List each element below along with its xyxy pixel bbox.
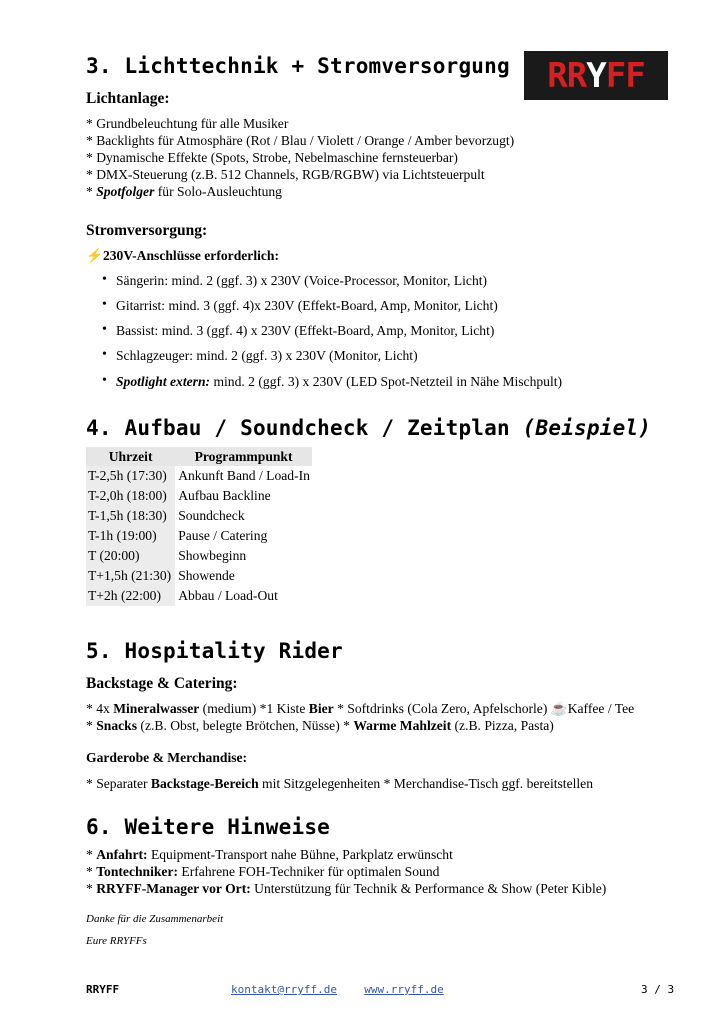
page-number: 3 / 3 bbox=[641, 983, 675, 996]
list-item: • Sängerin: mind. 2 (ggf. 3) x 230V (Voice-Processor, Monitor, Licht) bbox=[116, 273, 487, 289]
footer-brand: RRYFF bbox=[86, 983, 120, 996]
table-row: T-1,5h (18:30) Soundcheck bbox=[86, 506, 312, 526]
section-4-title: 4. Aufbau / Soundcheck / Zeitplan (Beispiel) bbox=[86, 416, 652, 440]
table-row: T-2,5h (17:30) Ankunft Band / Load-In bbox=[86, 466, 312, 486]
catering-line-1: * 4x Mineralwasser (medium) *1 Kiste Bier * Softdrinks (Cola Zero, Apfelschorle) ☕Kaffee / Tee bbox=[86, 701, 635, 716]
hinweise-list bbox=[86, 846, 606, 897]
list-item: * Dynamische Effekte (Spots, Strobe, Nebelmaschine fernsteuerbar) bbox=[86, 150, 458, 165]
list-item: • Spotlight extern: mind. 2 (ggf. 3) x 230V (LED Spot-Netzteil in Nähe Mischpult) bbox=[116, 374, 562, 390]
table-row: T-1h (19:00) Pause / Catering bbox=[86, 526, 312, 546]
list-item: * Spotfolger für Solo-Ausleuchtung bbox=[86, 184, 282, 199]
list-item: * Grundbeleuchtung für alle Musiker bbox=[86, 116, 289, 131]
column-header: Uhrzeit bbox=[86, 447, 175, 466]
lichtanlage-list bbox=[86, 115, 514, 200]
list-item: * DMX-Steuerung (z.B. 512 Channels, RGB/RGBW) via Lichtsteuerpult bbox=[86, 167, 485, 182]
signature: Eure RRYFFs bbox=[86, 935, 147, 947]
lichtanlage-heading: Lichtanlage: bbox=[86, 90, 170, 107]
list-item: * Tontechniker: Erfahrene FOH-Techniker für optimalen Sound bbox=[86, 864, 440, 879]
list-item: * Backlights für Atmosphäre (Rot / Blau / Violett / Orange / Amber bevorzugt) bbox=[86, 133, 515, 148]
strom-subheading: ⚡230V-Anschlüsse erforderlich: bbox=[86, 248, 279, 263]
column-header: Programmpunkt bbox=[175, 447, 312, 466]
website-link[interactable]: www.rryff.de bbox=[364, 983, 444, 996]
section-6-title: 6. Weitere Hinweise bbox=[86, 815, 331, 839]
footer-links bbox=[231, 983, 444, 996]
list-item: • Gitarrist: mind. 3 (ggf. 4)x 230V (Effekt-Board, Amp, Monitor, Licht) bbox=[116, 298, 498, 314]
backstage-catering-heading: Backstage & Catering: bbox=[86, 675, 238, 692]
thanks-note: Danke für die Zusammenarbeit bbox=[86, 913, 224, 925]
coffee-icon: ☕ bbox=[550, 701, 568, 716]
catering-line-2: * Snacks (z.B. Obst, belegte Brötchen, Nüsse) * Warme Mahlzeit (z.B. Pizza, Pasta) bbox=[86, 718, 554, 733]
table-header-row bbox=[86, 447, 312, 466]
rryff-logo: RRYFF bbox=[524, 51, 668, 100]
lightning-icon: ⚡ bbox=[86, 248, 103, 263]
section-5-title: 5. Hospitality Rider bbox=[86, 639, 343, 663]
list-item: • Schlagzeuger: mind. 2 (ggf. 3) x 230V (Monitor, Licht) bbox=[116, 348, 418, 364]
garderobe-heading: Garderobe & Merchandise: bbox=[86, 750, 248, 765]
garderobe-line: * Separater Backstage-Bereich mit Sitzgelegenheiten * Merchandise-Tisch ggf. bereitstellen bbox=[86, 776, 594, 791]
list-item: • Bassist: mind. 3 (ggf. 4) x 230V (Effekt-Board, Amp, Monitor, Licht) bbox=[116, 323, 494, 339]
table-row: T-2,0h (18:00) Aufbau Backline bbox=[86, 486, 312, 506]
stromversorgung-heading: Stromversorgung: bbox=[86, 222, 208, 239]
list-item: * Anfahrt: Equipment-Transport nahe Bühne, Parkplatz erwünscht bbox=[86, 847, 453, 862]
list-item: * RRYFF-Manager vor Ort: Unterstützung für Technik & Performance & Show (Peter Kible) bbox=[86, 881, 607, 896]
table-row: T+1,5h (21:30) Showende bbox=[86, 566, 312, 586]
schedule-table bbox=[86, 447, 312, 606]
table-row: T (20:00) Showbeginn bbox=[86, 546, 312, 566]
section-3-title: 3. Lichttechnik + Stromversorgung bbox=[86, 54, 510, 78]
email-link[interactable]: kontakt@rryff.de bbox=[231, 983, 337, 996]
table-row: T+2h (22:00) Abbau / Load-Out bbox=[86, 586, 312, 606]
